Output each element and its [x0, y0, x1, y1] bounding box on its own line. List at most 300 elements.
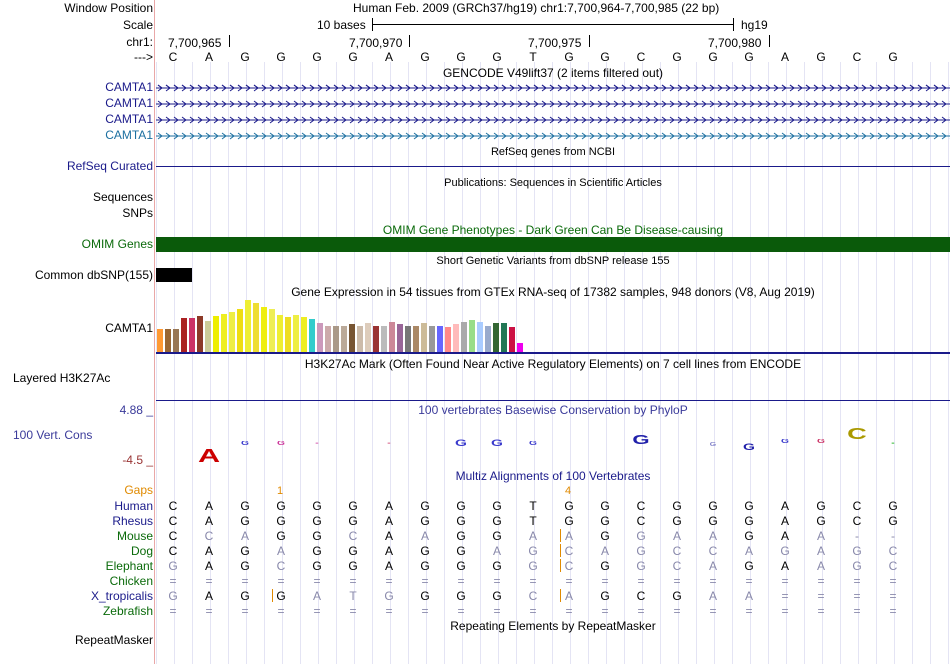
species-label[interactable]: X_tropicalis	[90, 589, 153, 603]
alignment-base: A	[492, 544, 501, 558]
alignment-base: A	[240, 529, 249, 543]
alignment-base: G	[852, 544, 862, 558]
alignment-base: =	[169, 604, 177, 618]
alignment-base: T	[529, 499, 537, 513]
alignment-base: A	[672, 529, 681, 543]
alignment-base: G	[456, 544, 466, 558]
chr-label: chr1:	[126, 35, 153, 49]
alignment-base: A	[780, 529, 789, 543]
alignment-base: =	[889, 604, 897, 618]
alignment-base: G	[528, 559, 538, 573]
alignment-base: G	[600, 589, 610, 603]
alignment-base: =	[673, 574, 681, 588]
alignment-base: C	[564, 559, 574, 573]
alignment-base: C	[168, 529, 178, 543]
gaps-label: Gaps	[124, 483, 153, 497]
gtex-tissue-bar[interactable]	[397, 324, 403, 352]
alignment-base: A	[816, 559, 825, 573]
phylop-logo-letter: -	[891, 441, 895, 447]
alignment-base: G	[672, 589, 682, 603]
alignment-base: A	[708, 529, 717, 543]
gene-label-camta1-1[interactable]: CAMTA1	[105, 80, 153, 94]
alignment-base: =	[529, 604, 537, 618]
gene-model-camta1-3[interactable]	[156, 114, 950, 124]
alignment-base: G	[240, 559, 250, 573]
alignment-base: C	[168, 499, 178, 513]
alignment-base: =	[493, 574, 501, 588]
alignment-base: =	[565, 574, 573, 588]
gtex-track-title: Gene Expression in 54 tissues from GTEx RNA-seq of 17382 samples, 948 donors (V8, Aug 2019)	[291, 285, 815, 299]
alignment-base: G	[600, 514, 610, 528]
alignment-base: G	[564, 499, 574, 513]
gtex-tissue-bar[interactable]	[389, 322, 395, 352]
gtex-gene-label[interactable]: CAMTA1	[105, 321, 153, 335]
alignment-base: G	[888, 514, 898, 528]
alignment-base: G	[420, 499, 430, 513]
phylop-logo-letter: G	[817, 439, 825, 445]
phylop-logo	[156, 425, 950, 465]
base-letter: G	[456, 50, 466, 64]
alignment-base: C	[636, 514, 646, 528]
alignment-base: =	[241, 574, 249, 588]
alignment-base: =	[349, 574, 357, 588]
alignment-base: G	[348, 559, 358, 573]
alignment-base: =	[349, 604, 357, 618]
assembly-position-text: Human Feb. 2009 (GRCh37/hg19) chr1:7,700,964-7,700,985 (22 bp)	[353, 1, 720, 15]
alignment-base: =	[781, 589, 789, 603]
gtex-tissue-bar[interactable]	[517, 343, 523, 352]
base-letter: C	[636, 50, 646, 64]
gtex-tissue-bar[interactable]	[405, 326, 411, 352]
alignment-base: =	[241, 604, 249, 618]
alignment-base: G	[240, 544, 250, 558]
alignment-base: G	[312, 544, 322, 558]
base-letter: A	[204, 50, 213, 64]
alignment-base: -	[891, 529, 895, 543]
alignment-base: A	[744, 544, 753, 558]
gene-label-camta1-2[interactable]: CAMTA1	[105, 96, 153, 110]
base-letter: G	[564, 50, 574, 64]
phylop-logo-letter: G	[277, 441, 285, 447]
alignment-base: =	[529, 574, 537, 588]
species-label[interactable]: Human	[114, 499, 153, 513]
base-letter: G	[492, 50, 502, 64]
gtex-expression-bars[interactable]	[156, 300, 536, 352]
gtex-tissue-bar[interactable]	[333, 326, 339, 352]
alignment-base: G	[456, 589, 466, 603]
species-label[interactable]: Mouse	[116, 529, 153, 543]
alignment-base: A	[780, 514, 789, 528]
gtex-tissue-bar[interactable]	[269, 309, 275, 352]
phylop-logo-letter: G	[455, 438, 467, 448]
gtex-tissue-bar[interactable]	[469, 320, 475, 352]
gtex-tissue-bar[interactable]	[485, 326, 491, 352]
gtex-tissue-bar[interactable]	[373, 326, 379, 352]
alignment-base: A	[204, 544, 213, 558]
alignment-base: A	[600, 544, 609, 558]
alignment-base: A	[384, 529, 393, 543]
alignment-base: C	[852, 514, 862, 528]
gtex-tissue-bar[interactable]	[301, 317, 307, 352]
gtex-tissue-bar[interactable]	[293, 315, 299, 352]
base-letter: G	[240, 50, 250, 64]
gtex-tissue-bar[interactable]	[421, 323, 427, 352]
alignment-base: =	[745, 604, 753, 618]
phylop-logo-letter: G	[632, 432, 650, 447]
alignment-base: =	[313, 604, 321, 618]
phylop-logo-letter: G	[491, 438, 503, 448]
alignment-base: G	[168, 559, 178, 573]
gtex-gene-line	[156, 352, 950, 354]
alignment-base: =	[457, 604, 465, 618]
gencode-track-title: GENCODE V49lift37 (2 items filtered out)	[442, 66, 664, 80]
phylop-logo-letter: G	[781, 439, 789, 445]
base-letter: G	[420, 50, 430, 64]
gtex-tissue-bar[interactable]	[341, 326, 347, 352]
gtex-tissue-bar[interactable]	[509, 327, 515, 352]
alignment-base: G	[600, 499, 610, 513]
base-letter: G	[276, 50, 286, 64]
alignment-base: C	[168, 514, 178, 528]
alignment-base: G	[348, 499, 358, 513]
alignment-base: A	[204, 514, 213, 528]
repeatmasker-track-label[interactable]: RepeatMasker	[74, 633, 153, 647]
gtex-tissue-bar[interactable]	[365, 323, 371, 352]
gtex-tissue-bar[interactable]	[181, 318, 187, 352]
conservation-max-label: 4.88 _	[119, 403, 153, 417]
alignment-base: A	[384, 544, 393, 558]
alignment-base: =	[205, 604, 213, 618]
species-label[interactable]: Rhesus	[112, 514, 153, 528]
alignment-base: C	[708, 544, 718, 558]
gtex-tissue-bar[interactable]	[197, 316, 203, 352]
alignment-base: =	[601, 574, 609, 588]
alignment-base: G	[420, 544, 430, 558]
alignment-base: G	[276, 499, 286, 513]
alignment-base: G	[456, 514, 466, 528]
scale-label: Scale	[122, 18, 153, 32]
alignment-base: C	[672, 544, 682, 558]
gtex-tissue-bar[interactable]	[229, 312, 235, 352]
base-letter: G	[888, 50, 898, 64]
alignment-base: A	[204, 589, 213, 603]
alignment-base: G	[348, 544, 358, 558]
alignment-base: G	[780, 544, 790, 558]
alignment-base: C	[636, 589, 646, 603]
gtex-tissue-bar[interactable]	[285, 317, 291, 352]
alignment-base: G	[888, 499, 898, 513]
alignment-base: A	[780, 499, 789, 513]
strand-arrow-label: --->	[134, 50, 153, 64]
refseq-track-label[interactable]: RefSeq Curated	[66, 159, 153, 173]
species-label[interactable]: Zebrafish	[102, 604, 153, 618]
alignment-base: A	[384, 559, 393, 573]
base-letter: G	[348, 50, 358, 64]
gap-count: 1	[277, 485, 284, 497]
alignment-base: G	[456, 559, 466, 573]
alignment-base: G	[492, 499, 502, 513]
alignment-base: G	[276, 529, 286, 543]
alignment-base: G	[456, 499, 466, 513]
position-tick	[409, 35, 410, 47]
alignment-base: G	[636, 529, 646, 543]
base-letter: G	[312, 50, 322, 64]
alignment-base: C	[528, 589, 538, 603]
insertion-marker	[560, 589, 561, 602]
gene-label-camta1-3[interactable]: CAMTA1	[105, 112, 153, 126]
alignment-base: G	[240, 499, 250, 513]
alignment-base: G	[816, 514, 826, 528]
alignment-base: -	[855, 529, 859, 543]
alignment-base: A	[780, 559, 789, 573]
alignment-base: =	[385, 604, 393, 618]
gtex-tissue-bar[interactable]	[205, 321, 211, 352]
base-letter: T	[529, 50, 537, 64]
label-divider	[154, 0, 155, 664]
repeatmasker-track-title: Repeating Elements by RepeatMasker	[450, 619, 656, 633]
alignment-base: =	[889, 589, 897, 603]
alignment-base: G	[564, 514, 574, 528]
gtex-tissue-bar[interactable]	[309, 319, 315, 352]
gtex-tissue-bar[interactable]	[437, 326, 443, 352]
alignment-base: =	[637, 574, 645, 588]
gtex-tissue-bar[interactable]	[381, 326, 387, 352]
base-letter: G	[744, 50, 754, 64]
alignment-base: G	[492, 589, 502, 603]
alignment-base: A	[708, 559, 717, 573]
refseq-track-title: RefSeq genes from NCBI	[490, 146, 616, 158]
alignment-base: =	[709, 604, 717, 618]
alignment-base: G	[744, 529, 754, 543]
omim-track-title: OMIM Gene Phenotypes - Dark Green Can Be Disease-causing	[382, 223, 724, 237]
alignment-base: G	[600, 529, 610, 543]
alignment-base: G	[420, 589, 430, 603]
scale-bases-text: 10 bases	[317, 18, 366, 32]
gtex-tissue-bar[interactable]	[493, 323, 499, 352]
gtex-tissue-bar[interactable]	[165, 329, 171, 352]
alignment-base: C	[888, 544, 898, 558]
h3k27ac-baseline	[156, 400, 950, 401]
gtex-tissue-bar[interactable]	[477, 322, 483, 352]
alignment-base: C	[276, 559, 286, 573]
alignment-base: =	[565, 604, 573, 618]
alignment-base: G	[708, 514, 718, 528]
window-position-label: Window Position	[64, 1, 153, 15]
gtex-tissue-bar[interactable]	[253, 303, 259, 352]
gtex-tissue-bar[interactable]	[445, 327, 451, 352]
base-letter: G	[672, 50, 682, 64]
gtex-tissue-bar[interactable]	[429, 326, 435, 352]
base-letter: C	[168, 50, 178, 64]
base-letter: G	[600, 50, 610, 64]
alignment-base: G	[528, 544, 538, 558]
gap-count: 4	[565, 485, 572, 497]
alignment-base: C	[672, 559, 682, 573]
phylop-logo-letter: G	[743, 442, 755, 452]
alignment-base: A	[816, 529, 825, 543]
alignment-base: T	[349, 589, 357, 603]
gtex-tissue-bar[interactable]	[453, 324, 459, 352]
conservation-min-label: -4.5 _	[122, 453, 153, 467]
alignment-base: =	[313, 574, 321, 588]
gtex-tissue-bar[interactable]	[413, 326, 419, 352]
alignment-base: =	[853, 604, 861, 618]
alignment-base: A	[744, 589, 753, 603]
gtex-tissue-bar[interactable]	[357, 326, 363, 352]
alignment-base: C	[636, 499, 646, 513]
sequences-track-label[interactable]: Sequences	[92, 190, 153, 204]
alignment-base: =	[493, 604, 501, 618]
alignment-base: =	[853, 574, 861, 588]
alignment-base: T	[529, 514, 537, 528]
scale-assembly-text: hg19	[741, 18, 768, 32]
alignment-base: =	[601, 604, 609, 618]
alignment-base: =	[781, 574, 789, 588]
position-tick-label: 7,700,965	[168, 36, 222, 50]
alignment-base: G	[492, 529, 502, 543]
gtex-tissue-bar[interactable]	[325, 326, 331, 352]
phylop-logo-letter: -	[387, 441, 391, 447]
position-tick-label: 7,700,970	[349, 36, 403, 50]
gtex-tissue-bar[interactable]	[173, 329, 179, 352]
alignment-base: G	[492, 514, 502, 528]
phylop-logo-letter: G	[709, 442, 717, 448]
gtex-tissue-bar[interactable]	[213, 316, 219, 352]
alignment-base: G	[240, 589, 250, 603]
alignment-base: G	[420, 514, 430, 528]
species-label[interactable]: Elephant	[105, 559, 153, 573]
alignment-base: G	[456, 529, 466, 543]
alignment-base: =	[421, 604, 429, 618]
alignment-base: A	[708, 589, 717, 603]
phylop-track-title: 100 vertebrates Basewise Conservation by PhyloP	[418, 403, 688, 417]
alignment-base: G	[312, 559, 322, 573]
alignment-base: G	[708, 499, 718, 513]
alignment-base: A	[384, 514, 393, 528]
position-tick	[769, 35, 770, 47]
position-tick-label: 7,700,980	[708, 36, 762, 50]
alignment-base: A	[564, 529, 573, 543]
alignment-base: =	[457, 574, 465, 588]
dbsnp-variant-block[interactable]	[156, 268, 192, 282]
conservation-track-label[interactable]: 100 Vert. Cons	[13, 428, 93, 442]
alignment-base: =	[385, 574, 393, 588]
omim-gene-bar[interactable]	[156, 237, 950, 252]
alignment-base: G	[636, 544, 646, 558]
dbsnp-track-label[interactable]: Common dbSNP(155)	[34, 268, 153, 282]
base-letter: A	[384, 50, 393, 64]
alignment-base: G	[816, 499, 826, 513]
gtex-tissue-bar[interactable]	[277, 315, 283, 352]
alignment-base: A	[816, 544, 825, 558]
gtex-tissue-bar[interactable]	[261, 307, 267, 352]
gtex-tissue-bar[interactable]	[157, 329, 163, 352]
alignment-base: C	[204, 529, 214, 543]
dbsnp-track-title: Short Genetic Variants from dbSNP release 155	[436, 255, 670, 267]
gtex-tissue-bar[interactable]	[317, 323, 323, 352]
alignment-base: =	[673, 604, 681, 618]
phylop-logo-letter: G	[529, 441, 537, 447]
insertion-marker	[560, 544, 561, 557]
alignment-base: A	[528, 529, 537, 543]
position-tick	[589, 35, 590, 47]
alignment-base: =	[709, 574, 717, 588]
alignment-base: G	[744, 499, 754, 513]
alignment-base: =	[745, 574, 753, 588]
gene-model-camta1-1[interactable]	[156, 82, 950, 92]
insertion-marker	[560, 559, 561, 572]
gtex-tissue-bar[interactable]	[221, 314, 227, 352]
alignment-base: =	[817, 589, 825, 603]
alignment-base: C	[888, 559, 898, 573]
alignment-base: G	[744, 514, 754, 528]
species-label[interactable]: Chicken	[109, 574, 153, 588]
alignment-base: =	[889, 574, 897, 588]
gtex-tissue-bar[interactable]	[461, 322, 467, 352]
multiz-track-title: Multiz Alignments of 100 Vertebrates	[455, 469, 651, 483]
phylop-logo-letter: A	[197, 446, 221, 466]
alignment-base: G	[672, 499, 682, 513]
alignment-base: =	[817, 574, 825, 588]
gtex-tissue-bar[interactable]	[245, 300, 251, 352]
alignment-base: A	[420, 529, 429, 543]
refseq-gene-line[interactable]	[156, 166, 950, 167]
alignment-base: G	[636, 559, 646, 573]
alignment-base: G	[312, 529, 322, 543]
alignment-base: =	[421, 574, 429, 588]
alignment-base: A	[204, 559, 213, 573]
alignment-base: C	[168, 544, 178, 558]
phylop-logo-letter: C	[847, 426, 867, 443]
alignment-base: G	[312, 499, 322, 513]
insertion-marker	[560, 529, 561, 542]
alignment-base: G	[492, 559, 502, 573]
gtex-tissue-bar[interactable]	[189, 318, 195, 352]
scale-bar-left-tick	[372, 18, 373, 31]
gene-model-camta1-2[interactable]	[156, 98, 950, 108]
alignment-base: A	[204, 499, 213, 513]
alignment-base: C	[852, 499, 862, 513]
alignment-base: G	[168, 589, 178, 603]
alignment-base: G	[348, 514, 358, 528]
snps-track-label[interactable]: SNPs	[122, 206, 153, 220]
species-label[interactable]: Dog	[130, 544, 153, 558]
phylop-logo-letter: G	[241, 441, 249, 447]
alignment-base: A	[276, 544, 285, 558]
alignment-base: A	[384, 499, 393, 513]
alignment-base: A	[312, 589, 321, 603]
alignment-base: =	[277, 574, 285, 588]
alignment-base: G	[744, 559, 754, 573]
insertion-marker	[272, 589, 273, 602]
gene-model-camta1-4[interactable]	[156, 130, 950, 140]
alignment-base: G	[276, 589, 286, 603]
phylop-logo-letter: -	[315, 441, 319, 447]
gtex-tissue-bar[interactable]	[237, 309, 243, 352]
omim-track-label[interactable]: OMIM Genes	[81, 237, 153, 251]
h3k27ac-track-label[interactable]: Layered H3K27Ac	[13, 371, 111, 385]
alignment-base: =	[205, 574, 213, 588]
alignment-base: =	[637, 604, 645, 618]
alignment-base: =	[277, 604, 285, 618]
gtex-tissue-bar[interactable]	[349, 324, 355, 352]
alignment-base: G	[600, 559, 610, 573]
gene-label-camta1-4[interactable]: CAMTA1	[105, 128, 153, 142]
base-letter: G	[816, 50, 826, 64]
gtex-tissue-bar[interactable]	[501, 323, 507, 352]
alignment-base: G	[420, 559, 430, 573]
scale-bar-right-tick	[733, 18, 734, 31]
